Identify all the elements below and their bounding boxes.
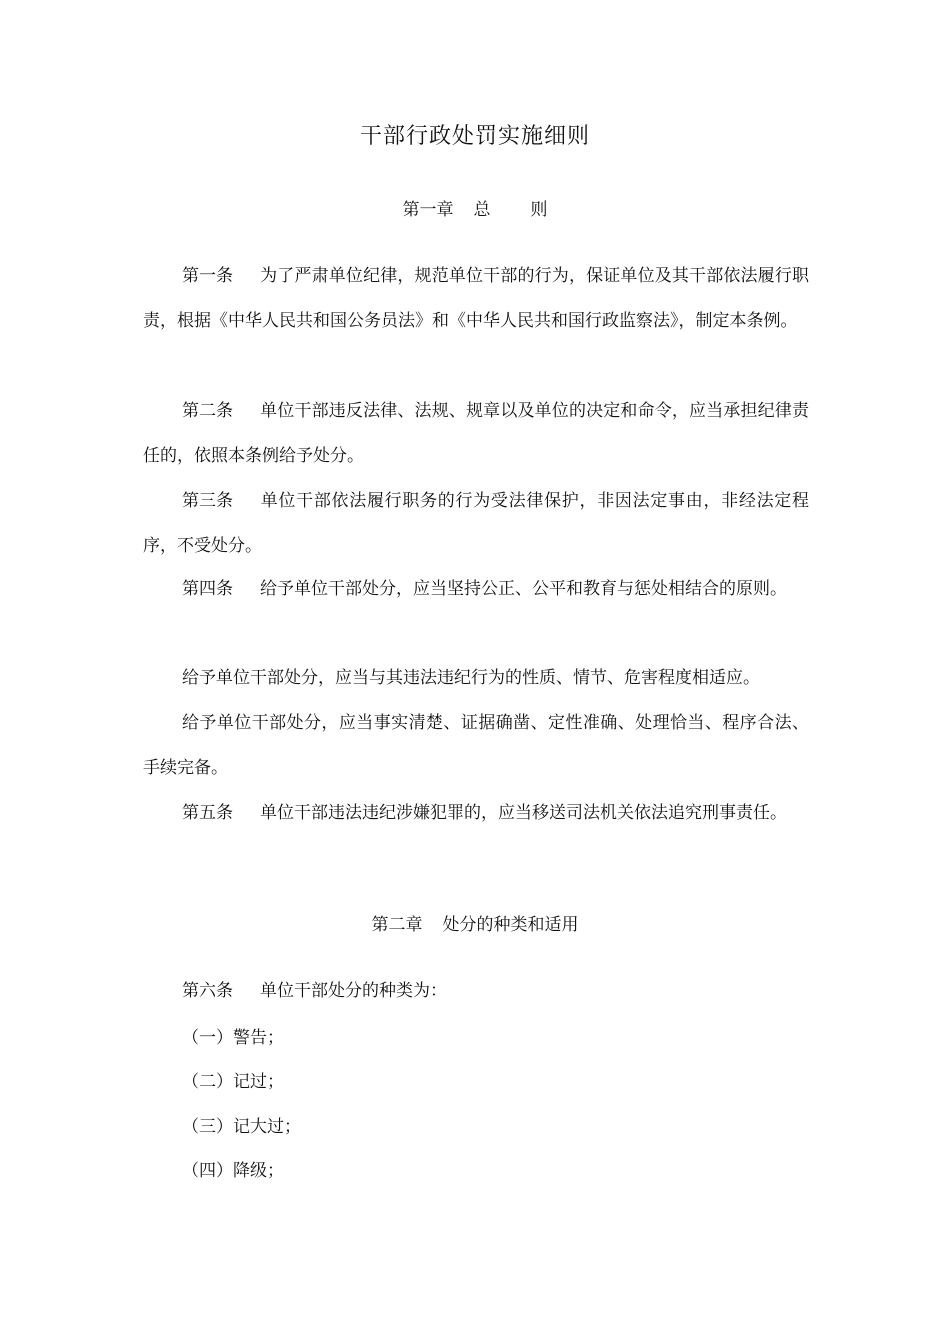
article-text: 单位干部处分的种类为： bbox=[260, 981, 447, 1001]
article-number: 第三条 bbox=[182, 491, 233, 511]
article-text: 给予单位干部处分，应当坚持公正、公平和教育与惩处相结合的原则。 bbox=[260, 579, 787, 599]
article-3 bbox=[143, 479, 809, 569]
article-4-paragraph-3 bbox=[143, 701, 809, 791]
punishment-item: （三）记大过； bbox=[182, 1117, 301, 1137]
chapter-1-name-part-1: 总 bbox=[473, 200, 491, 220]
article-text: 单位干部依法履行职务的行为受法律保护，非因法定事由，非经法定程序，不受处分。 bbox=[143, 491, 809, 556]
article-4-paragraph-2 bbox=[143, 656, 809, 701]
article-6 bbox=[143, 969, 809, 1014]
chapter-2-heading bbox=[0, 913, 950, 937]
punishment-item: （二）记过； bbox=[182, 1072, 284, 1092]
article-number: 第四条 bbox=[182, 579, 233, 599]
chapter-2-name: 处分的种类和适用 bbox=[442, 915, 579, 935]
chapter-2-number: 第二章 bbox=[371, 915, 423, 935]
article-text: 单位干部违反法律、法规、规章以及单位的决定和命令，应当承担纪律责任的，依照本条例给予处分。 bbox=[143, 401, 809, 466]
chapter-1-heading bbox=[0, 198, 950, 222]
article-number: 第一条 bbox=[182, 266, 233, 286]
punishment-item: （一）警告； bbox=[182, 1028, 284, 1048]
article-text: 为了严肃单位纪律，规范单位干部的行为，保证单位及其干部依法履行职责，根据《中华人民共和国公务员法》和《中华人民共和国行政监察法》，制定本条例。 bbox=[143, 266, 809, 331]
chapter-1-number: 第一章 bbox=[402, 200, 454, 220]
article-number: 第二条 bbox=[182, 401, 233, 421]
punishment-item: （四）降级； bbox=[182, 1161, 284, 1181]
chapter-1-name-part-2: 则 bbox=[530, 200, 548, 220]
paragraph-text: 给予单位干部处分，应当与其违法违纪行为的性质、情节、危害程度相适应。 bbox=[182, 668, 760, 688]
article-text: 单位干部违法违纪涉嫌犯罪的，应当移送司法机关依法追究刑事责任。 bbox=[260, 803, 787, 823]
document-title: 干部行政处罚实施细则 bbox=[359, 124, 590, 149]
paragraph-text: 给予单位干部处分，应当事实清楚、证据确凿、定性准确、处理恰当、程序合法、手续完备。 bbox=[143, 713, 809, 778]
article-2 bbox=[143, 389, 809, 479]
article-5 bbox=[143, 791, 809, 836]
article-1 bbox=[143, 254, 809, 344]
article-4 bbox=[143, 567, 809, 612]
article-number: 第六条 bbox=[182, 981, 233, 1001]
article-number: 第五条 bbox=[182, 803, 233, 823]
